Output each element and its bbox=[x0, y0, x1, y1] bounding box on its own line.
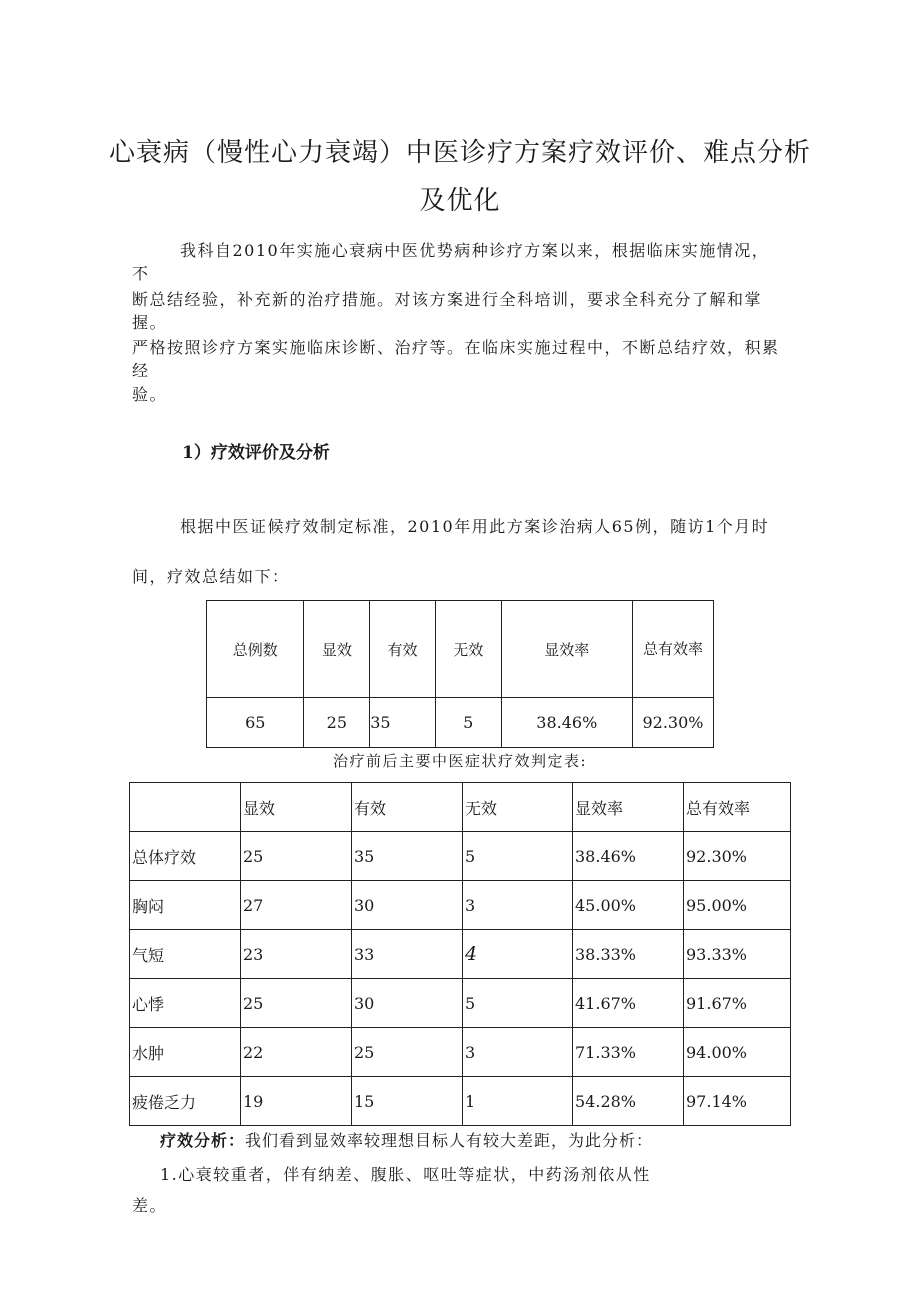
table-cell: 92.30% bbox=[684, 832, 791, 881]
analysis-item-1-line-2: 差。 bbox=[132, 1196, 168, 1215]
table-cell: 27 bbox=[241, 881, 352, 930]
table-cell: 23 bbox=[241, 930, 352, 979]
table-cell: 5 bbox=[463, 832, 573, 881]
symptom-name-cell: 水肿 bbox=[130, 1028, 241, 1077]
table-cell: 97.14% bbox=[684, 1077, 791, 1126]
symptom-header-cell bbox=[130, 783, 241, 832]
table-cell: 30 bbox=[352, 881, 463, 930]
symptom-table bbox=[129, 782, 791, 1126]
table-row bbox=[130, 1077, 791, 1126]
paragraph-line-2: 间，疗效总结如下： bbox=[132, 567, 290, 586]
summary-header-cell: 总例数 bbox=[207, 601, 304, 698]
symptom-table-caption: 治疗前后主要中医症状疗效判定表: bbox=[332, 752, 588, 770]
summary-value-cell: 25 bbox=[304, 698, 370, 748]
symptom-name-cell: 总体疗效 bbox=[130, 832, 241, 881]
table-cell: 4 bbox=[463, 930, 573, 979]
table-cell: 71.33% bbox=[573, 1028, 684, 1077]
summary-header-cell: 显效率 bbox=[501, 601, 632, 698]
page-title-line-1: 心衰病（慢性心力衰竭）中医诊疗方案疗效评价、难点分析 bbox=[108, 138, 811, 168]
summary-value-cell: 92.30% bbox=[633, 698, 714, 748]
table-cell: 54.28% bbox=[573, 1077, 684, 1126]
table-cell: 15 bbox=[352, 1077, 463, 1126]
table-row bbox=[130, 930, 791, 979]
symptom-name-cell: 心悸 bbox=[130, 979, 241, 1028]
summary-header-cell: 总有效率 bbox=[633, 601, 714, 698]
table-cell: 1 bbox=[463, 1077, 573, 1126]
summary-header-cell: 显效 bbox=[304, 601, 370, 698]
section-heading: 1）疗效评价及分析 bbox=[182, 443, 330, 463]
intro-line-1: 我科自2010年实施心衰病中医优势病种诊疗方案以来，根据临床实施情况，不 bbox=[132, 241, 770, 283]
table-row bbox=[130, 832, 791, 881]
table-cell: 25 bbox=[241, 979, 352, 1028]
table-cell: 33 bbox=[352, 930, 463, 979]
table-cell: 30 bbox=[352, 979, 463, 1028]
symptom-header-cell: 显效 bbox=[241, 783, 352, 832]
table-row bbox=[130, 1028, 791, 1077]
table-cell: 22 bbox=[241, 1028, 352, 1077]
table-cell: 3 bbox=[463, 881, 573, 930]
table-cell: 19 bbox=[241, 1077, 352, 1126]
table-cell: 38.33% bbox=[573, 930, 684, 979]
analysis-line bbox=[160, 1128, 780, 1151]
summary-header-cell: 有效 bbox=[370, 601, 436, 698]
summary-value-cell: 5 bbox=[435, 698, 501, 748]
table-row bbox=[130, 979, 791, 1028]
symptom-name-cell: 胸闷 bbox=[130, 881, 241, 930]
table-cell: 25 bbox=[352, 1028, 463, 1077]
table-cell: 91.67% bbox=[684, 979, 791, 1028]
symptom-header-cell: 有效 bbox=[352, 783, 463, 832]
table-cell: 35 bbox=[352, 832, 463, 881]
table-cell: 41.67% bbox=[573, 979, 684, 1028]
table-cell: 93.33% bbox=[684, 930, 791, 979]
table-cell: 95.00% bbox=[684, 881, 791, 930]
summary-value-cell: 65 bbox=[207, 698, 304, 748]
table-cell: 5 bbox=[463, 979, 573, 1028]
symptom-header-row bbox=[130, 783, 791, 832]
summary-value-cell: 38.46% bbox=[501, 698, 632, 748]
intro-line-3: 严格按照诊疗方案实施临床诊断、治疗等。在临床实施过程中，不断总结疗效，积累经 bbox=[132, 338, 780, 380]
summary-header-row bbox=[207, 601, 714, 698]
summary-table bbox=[206, 600, 714, 748]
symptom-name-cell: 气短 bbox=[130, 930, 241, 979]
table-cell: 25 bbox=[241, 832, 352, 881]
analysis-item-1-line-1: 1.心衰较重者，伴有纳差、腹胀、呕吐等症状，中药汤剂依从性 bbox=[160, 1165, 651, 1184]
summary-value-cell: 35 bbox=[370, 698, 436, 748]
summary-value-row bbox=[207, 698, 714, 748]
paragraph-line-1: 根据中医证候疗效制定标准，2010年用此方案诊治病人65例，随访1个月时 bbox=[180, 517, 770, 536]
table-cell: 3 bbox=[463, 1028, 573, 1077]
intro-line-2: 断总结经验，补充新的治疗措施。对该方案进行全科培训，要求全科充分了解和掌握。 bbox=[132, 290, 763, 332]
table-cell: 38.46% bbox=[573, 832, 684, 881]
analysis-label: 疗效分析： bbox=[160, 1131, 246, 1150]
symptom-header-cell: 显效率 bbox=[573, 783, 684, 832]
summary-header-cell: 无效 bbox=[435, 601, 501, 698]
symptom-name-cell: 疲倦乏力 bbox=[130, 1077, 241, 1126]
table-row bbox=[130, 881, 791, 930]
table-cell: 94.00% bbox=[684, 1028, 791, 1077]
symptom-header-cell: 无效 bbox=[463, 783, 573, 832]
intro-line-4: 验。 bbox=[132, 385, 168, 404]
table-cell: 45.00% bbox=[573, 881, 684, 930]
page-title-line-2: 及优化 bbox=[419, 186, 501, 216]
symptom-header-cell: 总有效率 bbox=[684, 783, 791, 832]
analysis-text: 我们看到显效率较理想目标人有较大差距，为此分析： bbox=[245, 1131, 654, 1150]
